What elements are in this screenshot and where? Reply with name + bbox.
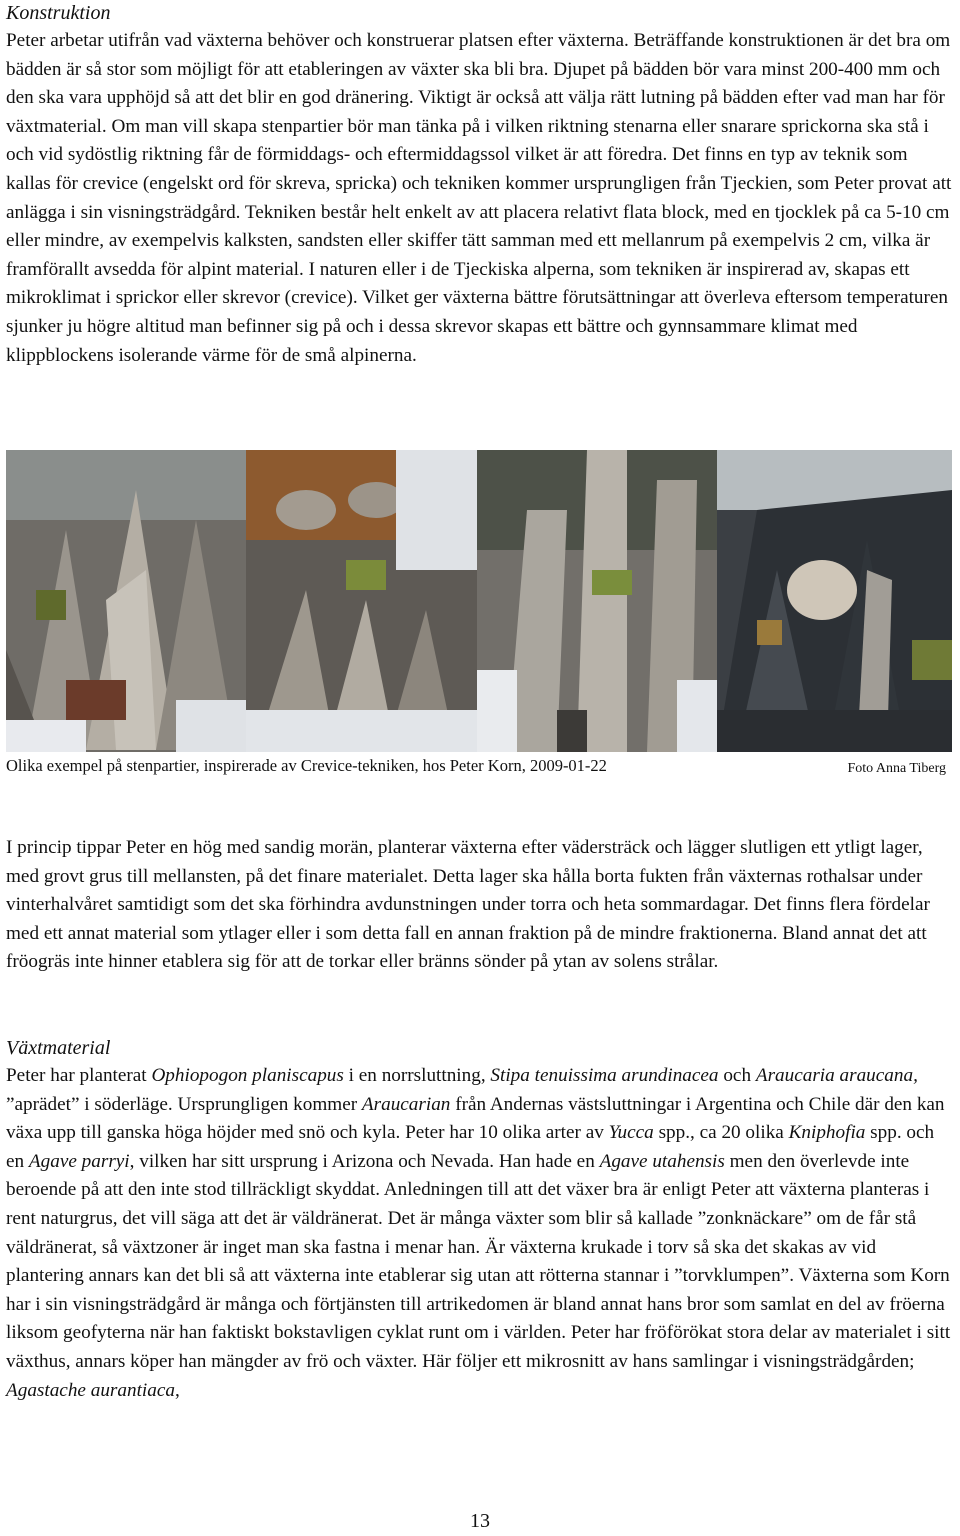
section-heading-vaxtmaterial: Växtmaterial (6, 1037, 111, 1059)
paragraph-method: I princip tippar Peter en hög med sandig morän, planterar växterna efter vädersträck och lägger slutligen ett ytligt lager, med grovt grus till mellansten, på det finare materialet. Detta lager ska hålla borta fukten från växternas rothalsar under vinterhalvåret samtidigt som det ska förhindra avdunstningen under torra och heta sommardagar. Det finns flera fördelar med ett annat material som ytlager eller i som detta fall en annan fraktion på de mindre fraktionerna. Bland annat det att fröogräs inte hinner etablera sig för att de torkar eller bränns sönder på ytan av solens strålar. (6, 837, 930, 973)
photo-crevice-2 (246, 450, 477, 752)
figure-caption (6, 755, 946, 777)
caption-text: Olika exempel på stenpartier, inspirerade av Crevice-tekniken, hos Peter Korn, 2009-01-22 (6, 756, 607, 775)
paragraph-construction: Peter arbetar utifrån vad växterna behöver och konstruerar platsen efter växterna. Beträffande konstruktionen är det bra om bädden är så stor som möjligt för att etableringen av växter ska bli bra. Djupet på bädden bör vara minst 200-400 mm och den ska vara upphöjd så att det blir en god dränering. Viktigt är också att välja rätt lutning på bädden efter vad man har för växtmaterial. Om man vill skapa stenpartier bör man tänka på i vilken riktning stenarna eller snarare sprickorna ska stå i och vid sydöstlig riktning får de förmiddags- och eftermiddagssol vilket är att föredra. Det finns en typ av teknik som kallas för crevice (engelskt ord för skreva, spricka) och tekniken kommer ursprungligen från Tjeckien, som Peter provat att anlägga i sin visningsträdgård. Tekniken består helt enkelt av att placera relativt flata block, med en tjocklek på ca 5-10 cm eller mindre, av exempelvis kalksten, sandsten eller skiffer tätt samman med ett mellanrum på exempelvis 2 cm, vilka är framförallt avsedda för alpint material. I naturen eller i de Tjeckiska alperna, som tekniken är inspirerad av, skapas ett mikroklimat i sprickor eller skrevor (crevice). Vilket ger växterna bättre förutsättningar att överleva eftersom temperaturen sjunker ju högre altitud man befinner sig på och i dessa skrevor skapas ett bättre och gynnsammare klimat med klippblockens isolerande värme för de små alpinerna. (6, 30, 952, 366)
paragraph-plant-material: Peter har planterat Ophiopogon planiscapus i en norrsluttning, Stipa tenuissima arundinacea och Araucaria araucana, ”aprädet” i söderläge. Ursprungligen kommer Araucarian från Andernas västsluttningar i Argentina och Chile där den kan växa upp till ganska höga höjder med snö och kyla. Peter har 10 olika arter av Yucca spp., ca 20 olika Kniphofia spp. och en Agave parryi, vilken har sitt ursprung i Arizona och Nevada. Han hade en Agave utahensis men den överlevde inte beroende på att den inte stod tillräckligt skyddat. Anledningen till att det växer bra är enligt Peter att växterna planteras i rent naturgrus, det vill säga att det är väldränerat. Det är många växter som blir så kallade ”zonknäckare” om de får stå väldränerat, så växtzoner är inget man ska fastna i menar han. Är växterna krukade i torv så ska det skakas av vid plantering annars kan det bli så att växterna inte etablerar sig utan att rötterna stannar i ”torvklumpen”. Växterna som Korn har i sin visningsträdgård är många och förtjänsten till artrikedomen är bland annat hans bror som samlat en del av fröerna liksom geofyterna när han faktiskt bokstavligen cyklat runt om i världen. Peter har fröförökat stora delar av materialet i sitt växthus, annars köper han mängder av frö och växter. Här följer ett mikrosnitt av hans samlingar i visningsträdgården; Agastache aurantiaca, (6, 1065, 951, 1401)
photo-crevice-3 (477, 450, 717, 752)
photo-crevice-4 (717, 450, 952, 752)
photo-gallery (6, 450, 952, 752)
page-number: 13 (470, 1510, 490, 1532)
photo-credit: Foto Anna Tiberg (847, 761, 946, 776)
section-heading-konstruktion: Konstruktion (6, 2, 111, 24)
photo-crevice-1 (6, 450, 246, 752)
